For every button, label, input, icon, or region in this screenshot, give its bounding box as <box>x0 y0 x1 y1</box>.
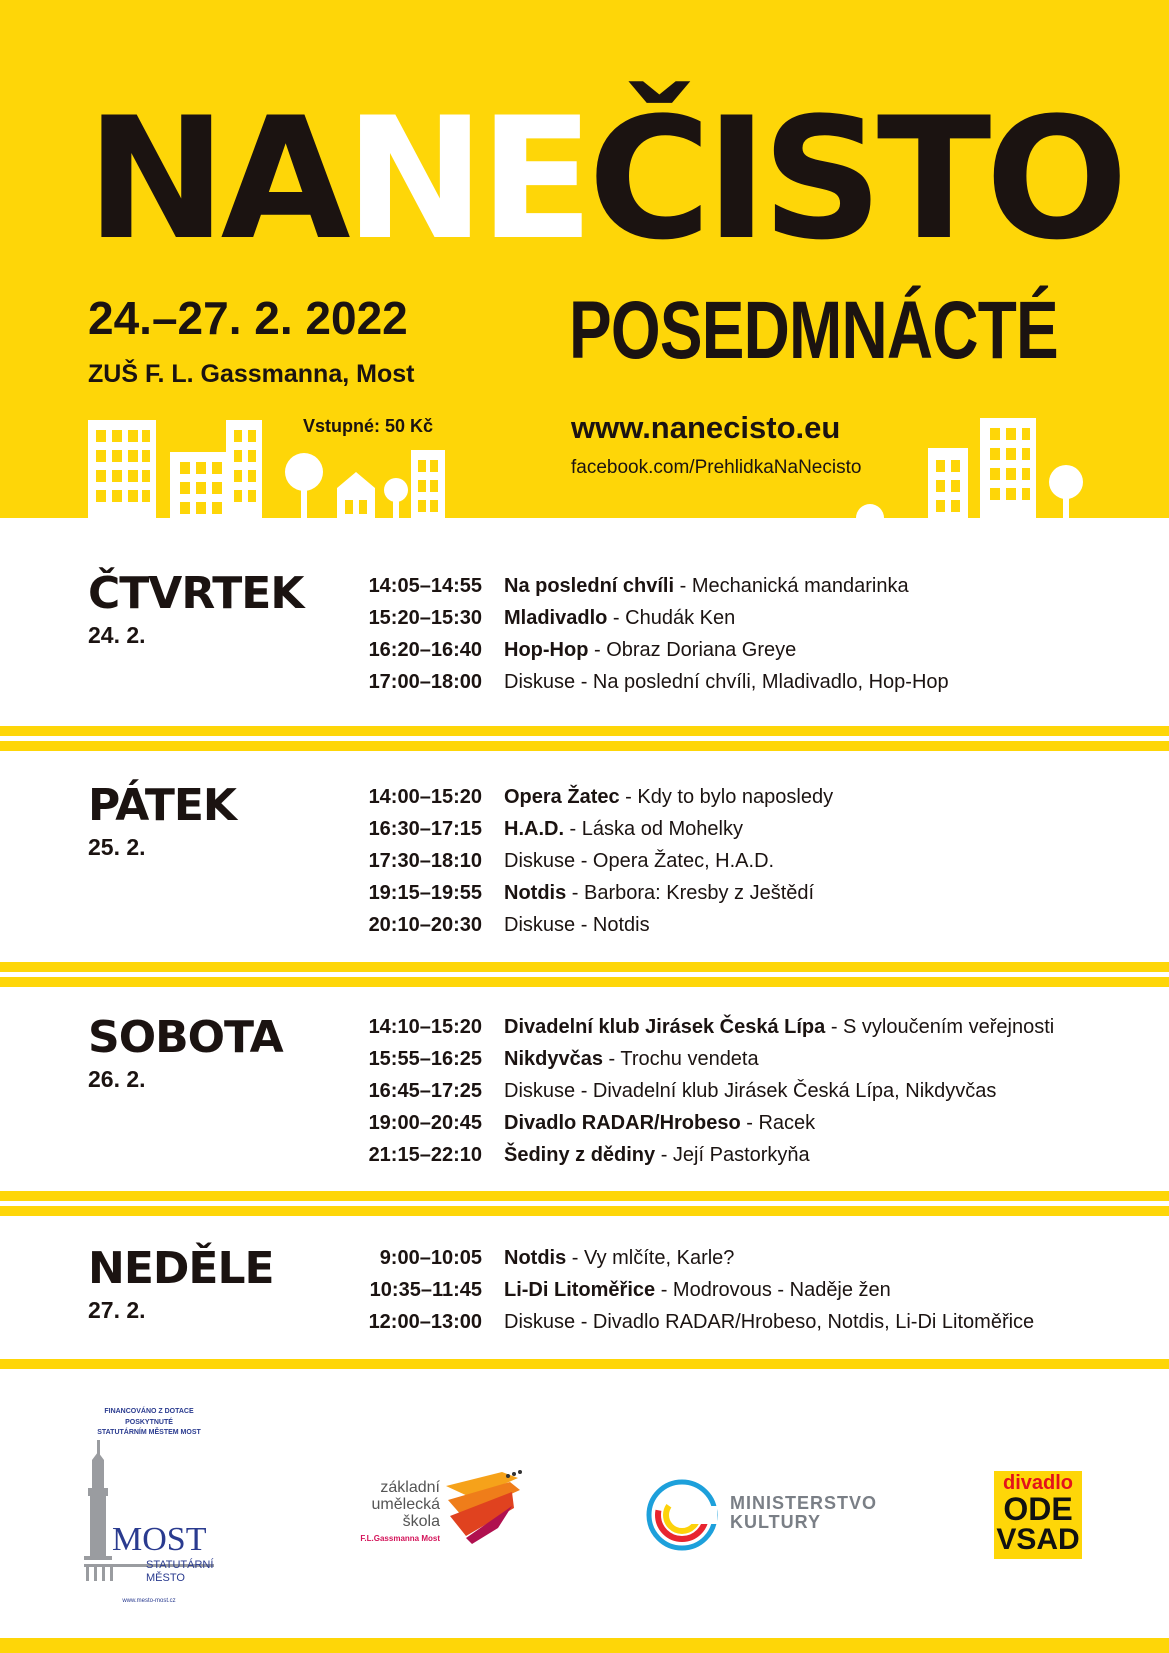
zus-name <box>340 1480 440 1530</box>
ode-line: ODE <box>1003 1491 1073 1527</box>
ministry-c-icon <box>645 1478 719 1552</box>
divider-band <box>0 1359 1169 1369</box>
day-name: SOBOTA <box>88 1012 283 1063</box>
event-ensemble: Opera Žatec <box>504 785 620 808</box>
event-title: - S vyloučením veřejnosti <box>825 1015 1055 1038</box>
festival-title <box>86 81 1123 277</box>
event-time: 14:10–15:20 <box>368 1015 482 1038</box>
day-header-thursday <box>88 568 304 649</box>
event-time: 17:30–18:10 <box>368 849 482 872</box>
title-part-na: NA <box>86 81 345 277</box>
schedule-row <box>360 666 949 698</box>
event-title: Diskuse - Opera Žatec, H.A.D. <box>504 849 775 872</box>
schedule-row <box>360 909 833 941</box>
day-date: 24. 2. <box>88 622 146 648</box>
ode-line: divadlo <box>1002 1472 1073 1494</box>
schedule-row <box>360 570 949 602</box>
ministry-name <box>730 1494 877 1532</box>
header <box>0 0 1169 528</box>
festival-venue: ZUŠ F. L. Gassmanna, Most <box>88 360 415 388</box>
sponsor-logos <box>0 1380 1169 1630</box>
event-title: - Barbora: Kresby z Ještědí <box>566 881 815 904</box>
event-title: - Láska od Mohelky <box>564 817 743 840</box>
event-title: - Vy mlčíte, Karle? <box>566 1246 735 1269</box>
event-title: - Trochu vendeta <box>602 1047 759 1070</box>
event-time: 15:20–15:30 <box>368 606 482 629</box>
zus-line: škola <box>402 1512 440 1530</box>
event-ensemble: Divadlo RADAR/Hrobeso <box>504 1111 741 1134</box>
most-sub2: MĚSTO <box>146 1572 185 1584</box>
zus-line: umělecká <box>371 1495 440 1513</box>
schedule-row <box>360 1107 1054 1139</box>
ode-line: VSAD <box>996 1523 1080 1556</box>
most-name: MOST <box>112 1521 207 1558</box>
divider-band <box>0 726 1169 736</box>
event-ensemble: Mladivadlo <box>504 606 608 629</box>
most-city-logo <box>82 1440 216 1590</box>
day-name: PÁTEK <box>88 780 237 831</box>
day-date: 27. 2. <box>88 1297 146 1323</box>
schedule-row <box>360 1075 1054 1107</box>
schedule-row <box>360 1274 1034 1306</box>
most-sub1: STATUTÁRNÍ <box>146 1559 214 1571</box>
schedule-row <box>360 877 833 909</box>
website-link[interactable]: www.nanecisto.eu <box>571 410 841 445</box>
funding-line: FINANCOVÁNO Z DOTACE POSKYTNUTÉ <box>104 1408 194 1426</box>
event-title: - Modrovous - Naděje žen <box>655 1278 891 1301</box>
schedule-row <box>360 845 833 877</box>
day-name: ČTVRTEK <box>88 568 304 619</box>
schedule-row <box>360 1306 1034 1338</box>
day-header-friday <box>88 780 237 861</box>
event-title: - Chudák Ken <box>607 606 736 629</box>
event-time: 16:45–17:25 <box>368 1079 482 1102</box>
schedule-row <box>360 1011 1054 1043</box>
divider-band <box>0 977 1169 987</box>
divider-band <box>0 962 1169 972</box>
event-time: 19:15–19:55 <box>368 881 482 904</box>
event-ensemble: Notdis <box>504 1246 567 1269</box>
schedule-row <box>360 1242 1034 1274</box>
divider-band <box>0 1191 1169 1201</box>
event-title: - Obraz Doriana Greye <box>588 638 797 661</box>
city-skyline-illustration <box>0 410 1169 528</box>
day-header-saturday <box>88 1012 283 1093</box>
event-time: 17:00–18:00 <box>368 670 482 693</box>
event-ensemble: Šediny z dědiny <box>504 1143 656 1166</box>
event-title: - Racek <box>740 1111 816 1134</box>
violin-icon <box>442 1468 532 1548</box>
divider-band <box>0 1206 1169 1216</box>
zus-subtitle: F.L.Gassmanna Most <box>360 1534 440 1543</box>
event-ensemble: H.A.D. <box>504 817 564 840</box>
event-time: 20:10–20:30 <box>368 913 482 936</box>
schedule-row <box>360 1139 1054 1171</box>
event-ensemble: Divadelní klub Jirásek Česká Lípa <box>504 1015 826 1038</box>
divider-band <box>0 1638 1169 1653</box>
entry-fee: Vstupné: 50 Kč <box>303 416 434 436</box>
funding-note <box>82 1407 216 1439</box>
schedule-row <box>360 602 949 634</box>
most-url[interactable]: www.mesto-most.cz <box>122 1598 176 1604</box>
schedule-saturday <box>360 1011 1054 1171</box>
schedule-sunday <box>360 1242 1034 1338</box>
schedule-row <box>360 634 949 666</box>
festival-dates: 24.–27. 2. 2022 <box>88 292 408 344</box>
schedule-row <box>360 813 833 845</box>
event-time: 19:00–20:45 <box>368 1111 482 1134</box>
event-ensemble: Hop-Hop <box>504 638 589 661</box>
event-title: Diskuse - Notdis <box>504 913 650 936</box>
day-name: NEDĚLE <box>88 1243 274 1294</box>
event-time: 16:30–17:15 <box>368 817 482 840</box>
event-title: Diskuse - Divadelní klub Jirásek Česká Lípa, Nikdyvčas <box>504 1079 997 1102</box>
ministry-line: MINISTERSTVO <box>730 1493 878 1513</box>
event-time: 12:00–13:00 <box>368 1310 482 1333</box>
festival-subtitle: POSEDMNÁCTÉ <box>569 285 1058 376</box>
event-ensemble: Notdis <box>504 881 567 904</box>
event-time: 10:35–11:45 <box>369 1278 482 1301</box>
event-time: 21:15–22:10 <box>368 1143 482 1166</box>
event-title: Diskuse - Divadlo RADAR/Hrobeso, Notdis, Li-Di Litoměřice <box>504 1310 1035 1333</box>
event-time: 9:00–10:05 <box>379 1246 482 1269</box>
event-time: 16:20–16:40 <box>368 638 482 661</box>
event-time: 14:00–15:20 <box>368 785 482 808</box>
ministry-line: KULTURY <box>730 1511 821 1532</box>
ministry-of-culture-logo <box>645 1478 878 1557</box>
schedule-row <box>360 1043 1054 1075</box>
event-ensemble: Nikdyvčas <box>504 1047 603 1070</box>
title-part-ne: NE <box>344 81 588 277</box>
divadlo-ode-vsad-logo <box>994 1471 1082 1559</box>
event-time: 14:05–14:55 <box>368 574 482 597</box>
event-time: 15:55–16:25 <box>368 1047 482 1070</box>
zus-line: základní <box>380 1479 440 1496</box>
event-ensemble: Li-Di Litoměřice <box>504 1278 656 1301</box>
funding-line: STATUTÁRNÍM MĚSTEM MOST <box>97 1429 201 1436</box>
divider-band <box>0 741 1169 751</box>
event-title: - Její Pastorkyňa <box>655 1143 810 1166</box>
day-header-sunday <box>88 1243 274 1324</box>
event-title: - Kdy to bylo naposledy <box>619 785 834 808</box>
schedule-friday <box>360 781 833 941</box>
schedule-row <box>360 781 833 813</box>
facebook-link[interactable]: facebook.com/PrehlidkaNaNecisto <box>571 457 862 478</box>
day-date: 26. 2. <box>88 1066 146 1092</box>
title-part-cisto: ČISTO <box>588 81 1123 277</box>
schedule-thursday <box>360 570 949 698</box>
event-ensemble: Na poslední chvíli <box>504 574 675 597</box>
day-date: 25. 2. <box>88 834 146 860</box>
event-title: Diskuse - Na poslední chvíli, Mladivadlo, Hop-Hop <box>504 670 949 693</box>
event-title: - Mechanická mandarinka <box>674 574 909 597</box>
